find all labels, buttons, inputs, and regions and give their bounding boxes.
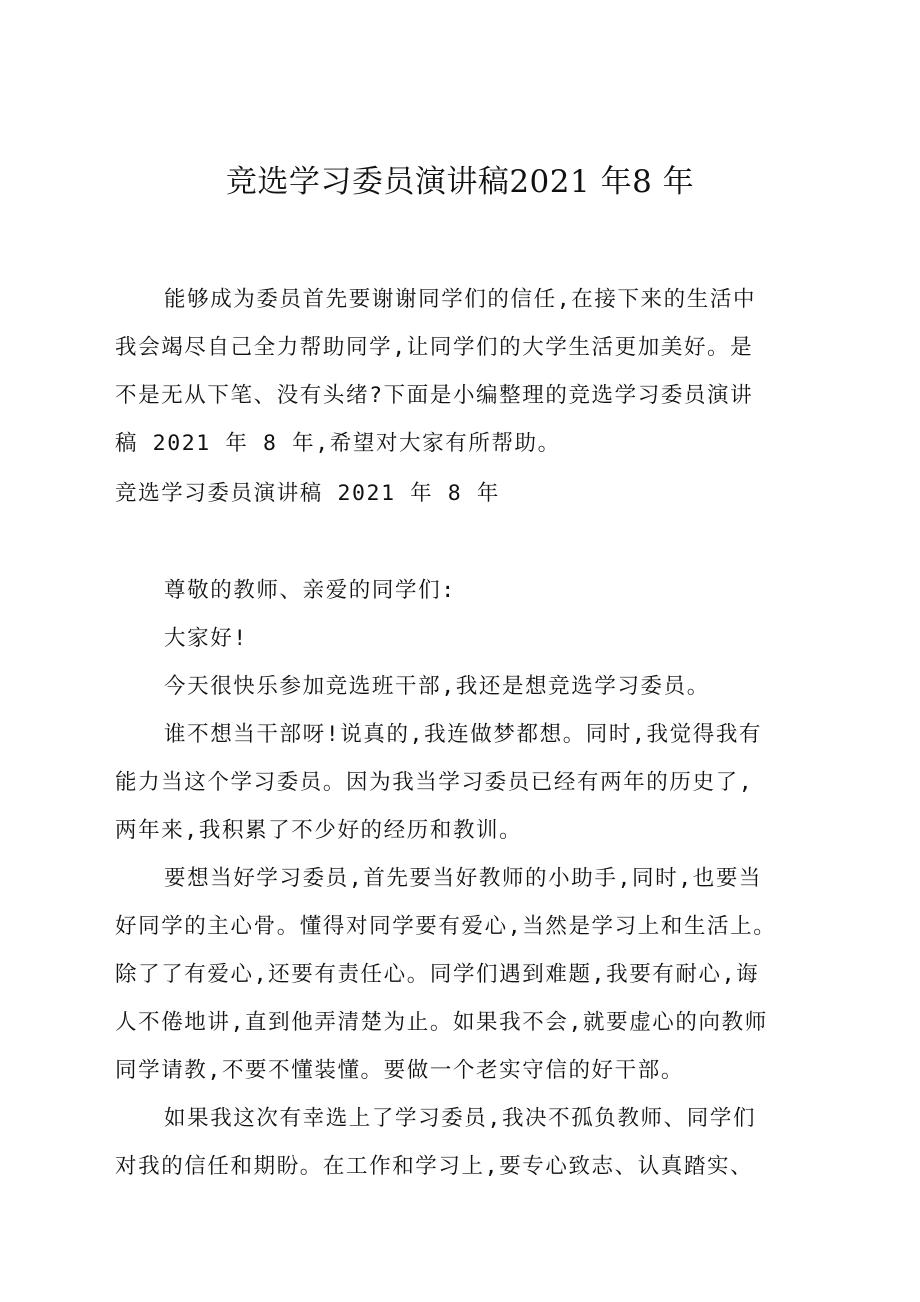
intro-line-2: 我会竭尽自己全力帮助同学,让同学们的大学生活更加美好。是: [115, 335, 754, 360]
body-line-6: 两年来,我积累了不少好的经历和教训。: [115, 818, 523, 843]
intro-line-1: 能够成为委员首先要谢谢同学们的信任,在接下来的生活中: [164, 287, 757, 312]
document-title: 竞选学习委员演讲稿2021 年8 年: [225, 164, 695, 200]
body-line-12: 如果我这次有幸选上了学习委员,我决不孤负教师、同学们: [164, 1106, 757, 1131]
body-line-10: 人不倦地讲,直到他弄清楚为止。如果我不会,就要虚心的向教师: [115, 1010, 768, 1035]
body-line-13: 对我的信任和期盼。在工作和学习上,要专心致志、认真踏实、: [115, 1154, 754, 1179]
greeting-line: 大家好!: [164, 626, 248, 651]
salutation-line: 尊敬的教师、亲爱的同学们:: [164, 578, 456, 603]
body-line-4: 谁不想当干部呀!说真的,我连做梦都想。同时,我觉得我有: [164, 722, 763, 747]
intro-line-4: 稿 2021 年 8 年,希望对大家有所帮助。: [115, 431, 561, 456]
body-line-8: 好同学的主心骨。懂得对同学要有爱心,当然是学习上和生活上。: [115, 914, 777, 939]
document-subtitle: 竞选学习委员演讲稿 2021 年 8 年: [115, 481, 500, 506]
body-line-9: 除了了有爱心,还要有责任心。同学们遇到难题,我要有耐心,诲: [115, 962, 760, 987]
intro-line-3: 不是无从下笔、没有头绪?下面是小编整理的竞选学习委员演讲: [115, 383, 754, 408]
body-line-11: 同学请教,不要不懂装懂。要做一个老实守信的好干部。: [115, 1058, 684, 1083]
body-line-5: 能力当这个学习委员。因为我当学习委员已经有两年的历史了,: [115, 770, 754, 795]
body-line-7: 要想当好学习委员,首先要当好教师的小助手,同时,也要当: [164, 866, 763, 891]
body-line-3: 今天很快乐参加竞选班干部,我还是想竞选学习委员。: [164, 674, 710, 699]
